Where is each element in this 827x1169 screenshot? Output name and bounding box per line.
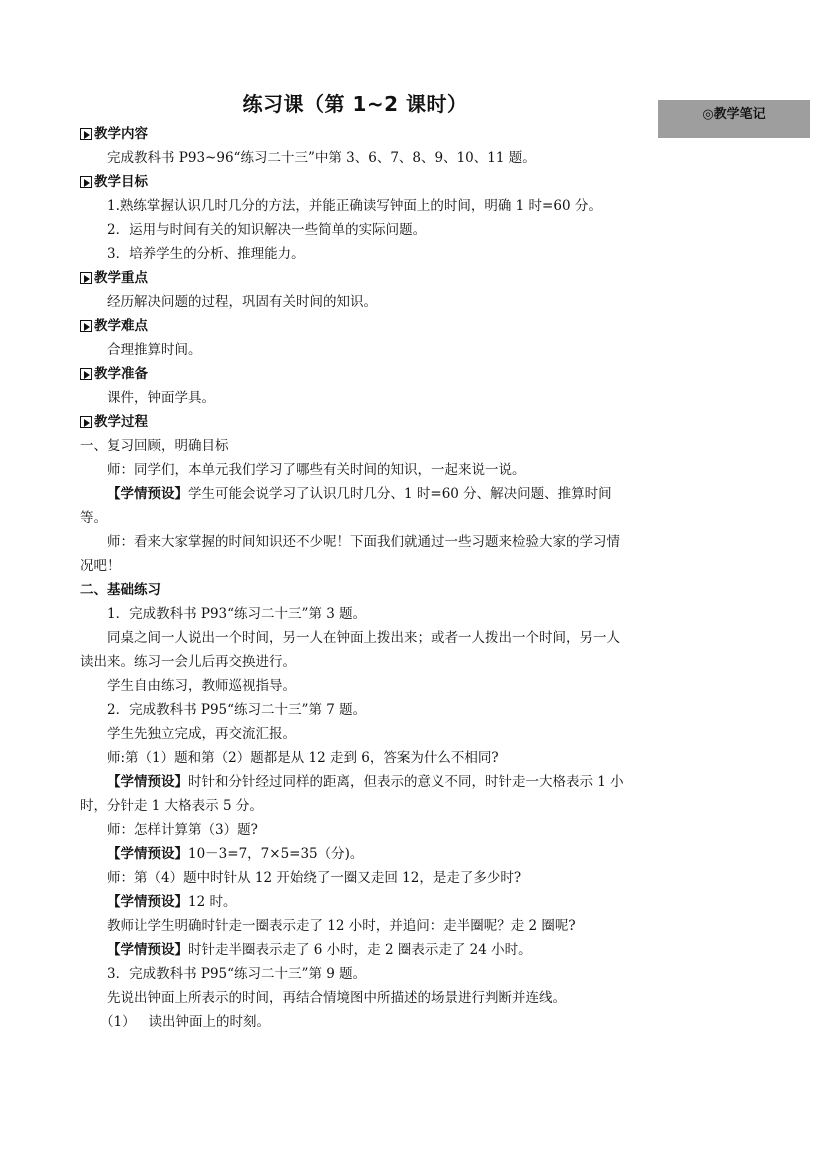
play-marker-icon [80,320,92,332]
part2-paragraph: 【学情预设】时针走半圈表示走了 6 小时，走 2 圈表示走了 24 小时。 [107,942,532,958]
part2-paragraph: 师:第（1）题和第（2）题都是从 12 走到 6，答案为什么不相同? [107,750,499,766]
preset-tag: 【学情预设】 [107,774,188,790]
part2-paragraph: 【学情预设】时针和分针经过同样的距离，但表示的意义不同，时针走一大格表示 1 小时，分针走 1 大格表示 5 分。 [80,774,624,814]
section-key-points: 教学重点 [80,266,632,290]
teaching-content-text: 完成教科书 P93~96“练习二十三”中第 3、6、7、8、9、10、11 题。 [107,150,536,166]
difficulties-text: 合理推算时间。 [107,342,202,358]
section-teaching-goals: 教学目标 [80,170,632,194]
part2-paragraph: 教师让学生明确时针走一圈表示走了 12 小时，并追问：走半圈呢？走 2 圈呢? [107,918,576,934]
part2-paragraph: 先说出钟面上所表示的时间，再结合情境图中所描述的场景进行判断并连线。 [107,990,566,1006]
key-points-text: 经历解决问题的过程，巩固有关时间的知识。 [107,294,377,310]
preset-tag: 【学情预设】 [107,486,188,502]
section-process: 教学过程 [80,410,632,434]
part2-heading: 二、基础练习 [80,582,161,598]
part1-paragraph: 【学情预设】学生可能会说学习了认识几时几分、1 时=60 分、解决问题、推算时间等。 [80,486,612,526]
part2-body [80,602,632,1010]
preset-tag: 【学情预设】 [107,846,188,862]
teaching-notes-label: ◎教学笔记 [658,100,810,138]
part2-paragraph: 【学情预设】12 时。 [107,894,237,910]
part2-paragraph: 【学情预设】10－3=7，7×5=35（分)。 [107,846,364,862]
page-title: 练习课（第 1~2 课时） [242,92,468,116]
part2-paragraph: 同桌之间一人说出一个时间，另一人在钟面上拨出来；或者一人拨出一个时间，另一人读出来。练习一会儿后再交换进行。 [80,630,620,670]
section-teaching-content: 教学内容 [80,122,632,146]
part2-paragraph: 师：第（4）题中时针从 12 开始绕了一圈又走回 12，是走了多少时? [107,870,522,886]
goal-item: 2．运用与时间有关的知识解决一些简单的实际问题。 [107,222,427,238]
play-marker-icon [80,176,92,188]
play-marker-icon [80,416,92,428]
play-marker-icon [80,368,92,380]
lesson-content [80,122,632,1034]
goal-item: 3．培养学生的分析、推理能力。 [107,246,305,262]
section-preparation: 教学准备 [80,362,632,386]
part2-paragraph: 2．完成教科书 P95“练习二十三”第 7 题。 [107,702,367,718]
part1-heading: 一、复习回顾，明确目标 [80,438,229,454]
part2-paragraph: 学生自由练习，教师巡视指导。 [107,678,296,694]
section-difficulties: 教学难点 [80,314,632,338]
part1-paragraph: 师：看来大家掌握的时间知识还不少呢！下面我们就通过一些习题来检验大家的学习情况吧！ [80,534,620,574]
preset-tag: 【学情预设】 [107,894,188,910]
part2-paragraph: 学生先独立完成，再交流汇报。 [107,726,296,742]
last-item: （1） 读出钟面上的时刻。 [100,1014,270,1030]
preset-tag: 【学情预设】 [107,942,188,958]
part2-paragraph: 1．完成教科书 P93“练习二十三”第 3 题。 [107,606,367,622]
part2-paragraph: 3．完成教科书 P95“练习二十三”第 9 题。 [107,966,367,982]
part1-paragraph: 师：同学们，本单元我们学习了哪些有关时间的知识，一起来说一说。 [107,462,526,478]
preparation-text: 课件，钟面学具。 [107,390,215,406]
part2-paragraph: 师：怎样计算第（3）题? [107,822,258,838]
goal-item: 1.熟练掌握认识几时几分的方法，并能正确读写钟面上的时间，明确 1 时=60 分。 [107,198,602,214]
play-marker-icon [80,272,92,284]
play-marker-icon [80,128,92,140]
